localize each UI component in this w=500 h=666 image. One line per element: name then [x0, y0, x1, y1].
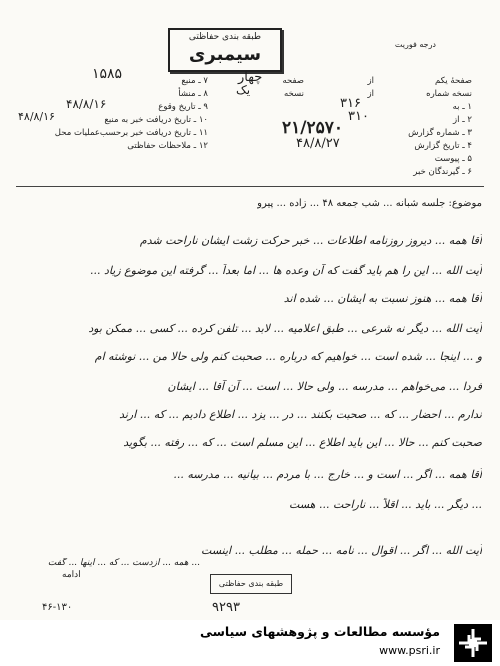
body-line: آیت الله ... دیگر نه شرعی ... طبق اعلامیه ... لابد ... تلفن کرده ... کسی ... ممکن بود — [88, 322, 482, 335]
body-line: آیت الله ... این را هم باید گفت که آن وعده ها ... اما بعداً ... گرفته این موضوع زیاد ... — [90, 264, 482, 277]
subject-line: موضوع: جلسه شبانه ... شب جمعه ۴۸ ... زاده ... پیرو — [257, 198, 482, 209]
header-field-to-hand: ۳۱۶ — [340, 96, 361, 111]
header-field-report-date-hand: ۴۸/۸/۲۷ — [296, 136, 340, 151]
bottom-classification-stamp: طبقه بندی حفاظتی — [210, 574, 292, 594]
institute-name: مؤسسه مطالعات و پژوهشهای سیاسی — [199, 624, 440, 639]
header-field-copy-a: از — [367, 89, 374, 99]
header-field-page-label: صفحهٔ یکم — [435, 76, 472, 86]
header-field-security-notes-label: ۱۲ ـ ملاحظات حفاظتی — [127, 141, 208, 151]
header-field-report-date-label: ۴ ـ تاریخ گزارش — [414, 141, 472, 151]
header-field-received-hand: ۴۸/۸/۱۶ — [18, 110, 55, 123]
header-field-page-a: از — [367, 76, 374, 86]
bottom-document-number: ۹۲۹۳ — [212, 600, 240, 615]
header-field-copy-hand: یک — [236, 83, 251, 97]
classification-stamp — [168, 28, 282, 72]
closing-line: آیت الله ... اگر ... اقوال ... نامه ... حمله ... مطلب ... اینست — [201, 544, 482, 557]
header-field-received-label: ۱۰ ـ تاریخ دریافت خبر به منبع — [104, 115, 208, 125]
header-divider — [16, 186, 484, 187]
body-line: آقا همه ... اگر ... است و ... خارج ... با مردم ... بیانیه ... مدرسه ... — [173, 468, 482, 481]
stamp-classification: سیمبری — [188, 44, 262, 65]
body-line: ... دیگر ... باید ... اقلاً ... ناراحت ... هست — [289, 498, 482, 511]
body-line: آقا همه ... هنوز نسبت به ایشان ... شده اند — [283, 292, 482, 305]
body-line: آقا همه ... دیروز روزنامه اطلاعات ... خبر حرکت زشت ایشان ناراحت شدم — [139, 234, 482, 247]
institute-footer — [0, 620, 500, 666]
header-field-occurrence-hand: ۴۸/۸/۱۶ — [66, 97, 107, 111]
body-line: ندارم ... احضار ... که ... صحبت بکنند ... در ... یزد ... اطلاع دادیم ... که ... ارند — [119, 408, 482, 421]
header-field-page-hand: چهار — [238, 70, 263, 85]
header-field-attachment-label: ۵ ـ پیوست — [434, 154, 472, 164]
header-field-copy-b: نسخه — [284, 89, 304, 99]
header-field-report-no-label: ۳ ـ شماره گزارش — [408, 128, 472, 138]
header-field-recipients-label: ۶ ـ گیرندگان خبر — [413, 167, 472, 177]
body-line: صحبت کنم ... حالا ... این باید اطلاع ... این مسلم است ... که ... رفته ... بگوید — [123, 436, 482, 449]
header-field-source-label: ۷ ـ منبع — [181, 76, 208, 86]
header-field-report-no-hand: ۲۱/۲۵۷۰ — [282, 118, 343, 138]
stamp-org-label: طبقه بندی حفاظتی — [188, 32, 262, 42]
header-field-origin-label: ۸ ـ منشأ — [178, 89, 208, 99]
header-field-source-hand: ۱۵۸۵ — [92, 66, 123, 82]
closing-signature: ادامه — [62, 570, 81, 580]
urgency-label: درجه فوریت — [394, 40, 436, 49]
body-line: فردا ... می‌خواهم ... مدرسه ... ولی حالا ... است ... آن آقا ... ایشان — [167, 380, 482, 393]
institute-url: www.psri.ir — [379, 644, 440, 657]
header-field-page-b: صفحه — [282, 76, 304, 86]
header-field-local-ops-label: ۱۱ ـ تاریخ دریافت خبر برحسب‌عملیات محل — [54, 128, 208, 138]
institute-logo-icon — [454, 624, 492, 662]
closing-line: ... همه ... ازدست ... که ... اینها ... گفت — [47, 558, 200, 568]
body-line: و ... اینجا ... شده است ... خواهیم که درباره ... صحبت کنم ولی حالا من ... نوشته ام — [94, 350, 482, 363]
header-field-occurrence-label: ۹ ـ تاریخ وقوع — [158, 102, 208, 112]
header-field-copy-label: نسخه شماره — [426, 89, 472, 99]
header-field-from-hand: ۳۱۰ — [348, 109, 369, 124]
bottom-left-reference: ۴۶-۱۳۰ — [42, 602, 73, 613]
header-field-from-label: ۲ ـ از — [453, 115, 472, 125]
header-field-to-label: ۱ ـ به — [452, 102, 472, 112]
